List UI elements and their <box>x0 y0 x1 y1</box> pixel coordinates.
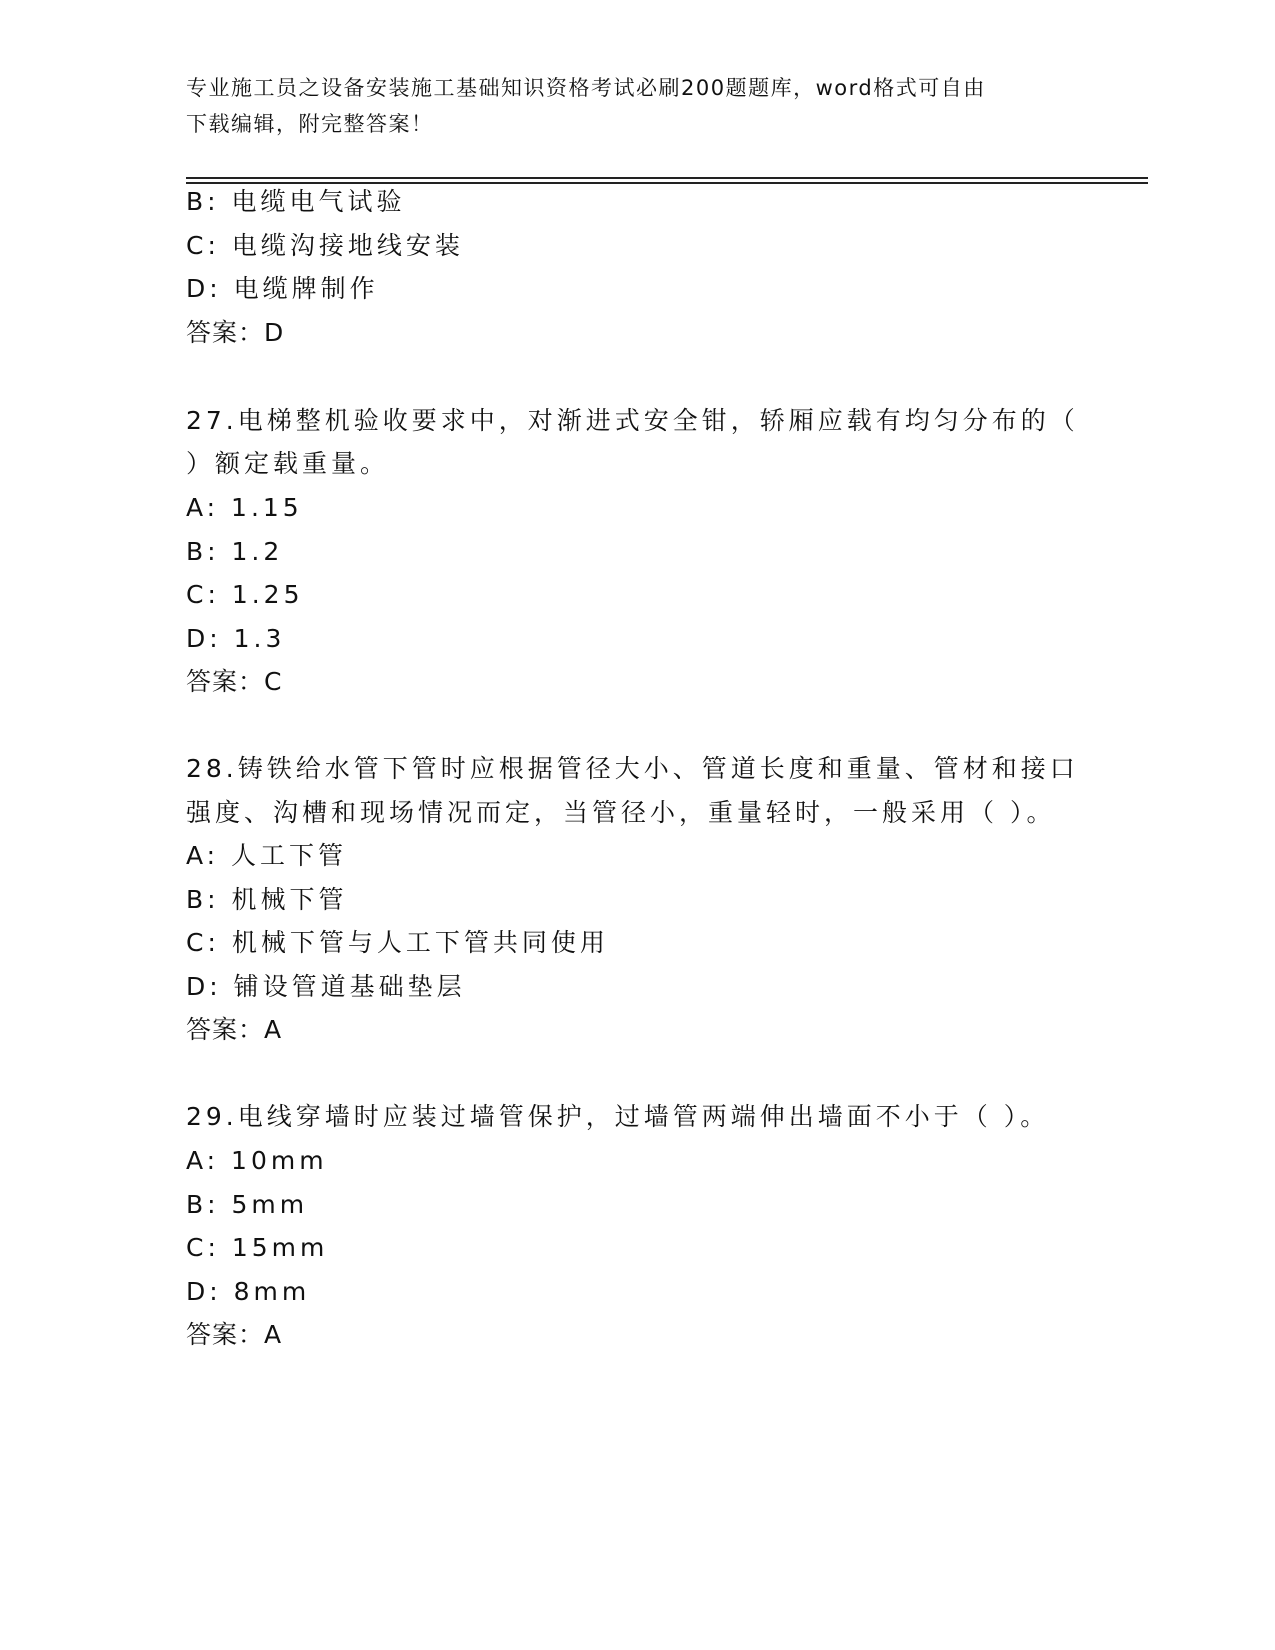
answer-line: 答案：D <box>186 318 285 347</box>
answer-line: 答案：C <box>186 667 283 696</box>
option-line: D: 铺设管道基础垫层 <box>186 972 466 1001</box>
question-stem: 27.电梯整机验收要求中，对渐进式安全钳，轿厢应载有均匀分布的（ <box>186 406 1079 435</box>
option-line: B: 电缆电气试验 <box>186 187 406 216</box>
header-line-2: 下载编辑，附完整答案！ <box>186 112 434 136</box>
option-line: C: 15mm <box>186 1233 329 1262</box>
option-line: A: 人工下管 <box>186 841 348 870</box>
document-header <box>186 70 1066 142</box>
option-line: D: 8mm <box>186 1277 311 1306</box>
option-line: D: 电缆牌制作 <box>186 274 379 303</box>
question-stem: 29.电线穿墙时应装过墙管保护，过墙管两端伸出墙面不小于（ ）。 <box>186 1102 1050 1131</box>
option-line: D: 1.3 <box>186 624 286 653</box>
question-stem: 强度、沟槽和现场情况而定，当管径小，重量轻时，一般采用（ ）。 <box>186 798 1056 827</box>
option-line: C: 机械下管与人工下管共同使用 <box>186 928 609 957</box>
option-line: C: 电缆沟接地线安装 <box>186 231 464 260</box>
option-line: A: 1.15 <box>186 493 303 522</box>
header-divider-top <box>186 177 1148 179</box>
answer-line: 答案：A <box>186 1015 283 1044</box>
header-line-1: 专业施工员之设备安装施工基础知识资格考试必刷200题题库，word格式可自由 <box>186 76 986 100</box>
question-stem: ）额定载重量。 <box>186 449 390 478</box>
option-line: B: 5mm <box>186 1190 309 1219</box>
option-line: B: 1.2 <box>186 537 284 566</box>
header-divider-bottom <box>186 182 1148 184</box>
question-stem: 28.铸铁给水管下管时应根据管径大小、管道长度和重量、管材和接口 <box>186 754 1079 783</box>
answer-line: 答案：A <box>186 1320 283 1349</box>
option-line: B: 机械下管 <box>186 885 348 914</box>
option-line: A: 10mm <box>186 1146 328 1175</box>
option-line: C: 1.25 <box>186 580 304 609</box>
